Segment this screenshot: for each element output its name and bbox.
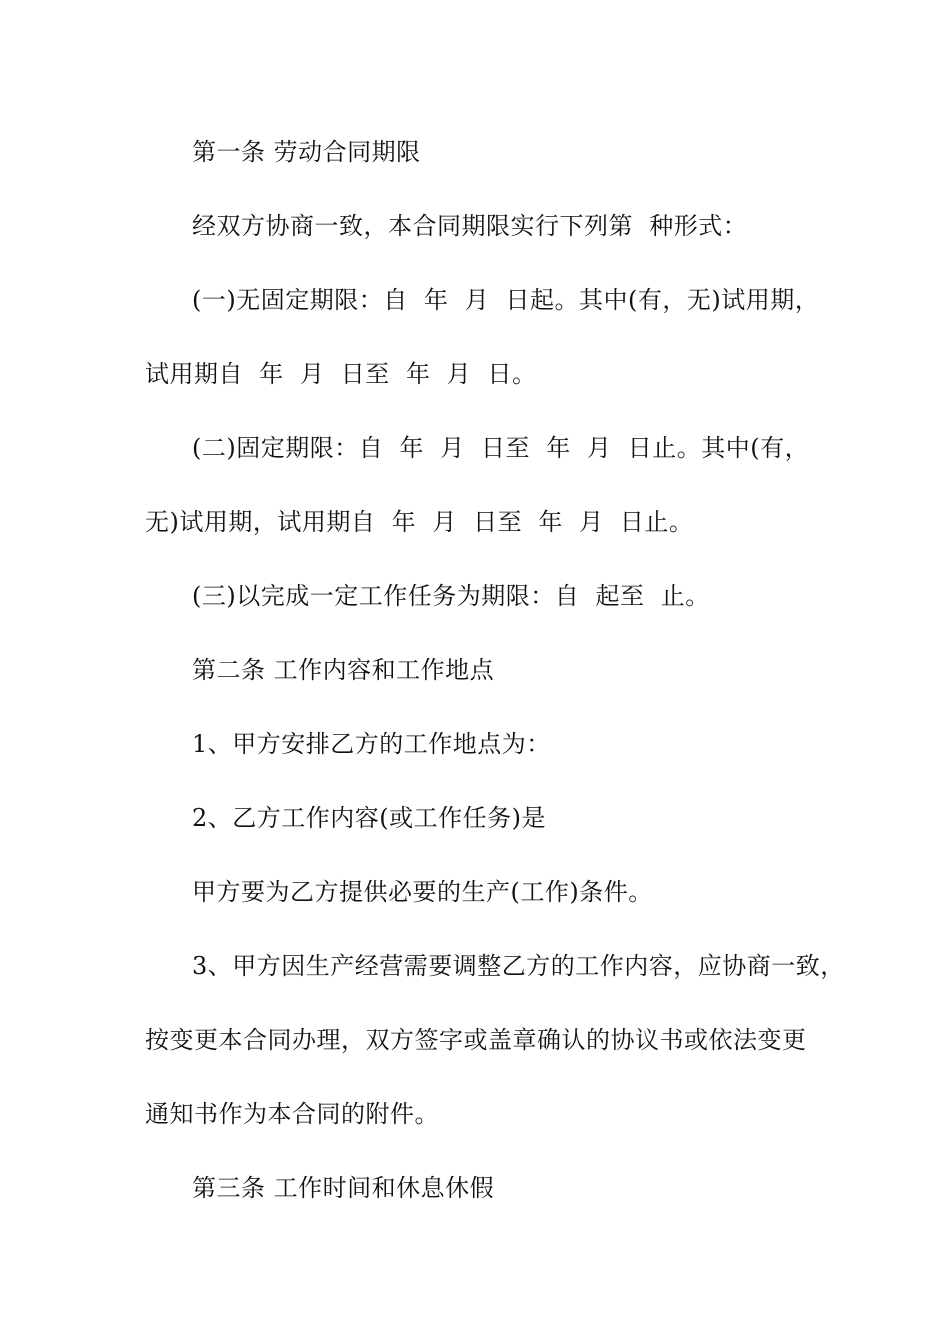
paragraph-work-content: 2、乙方工作内容(或工作任务)是: [192, 804, 546, 832]
paragraph-adjust-content-cont-2: 通知书作为本合同的附件。: [145, 1100, 439, 1128]
paragraph-adjust-content: 3、甲方因生产经营需要调整乙方的工作内容，应协商一致，: [192, 952, 845, 980]
paragraph-work-conditions: 甲方要为乙方提供必要的生产(工作)条件。: [192, 878, 653, 906]
paragraph-task-term: (三)以完成一定工作任务为期限：自 起至 止。: [192, 582, 710, 610]
article-3-heading: 第三条 工作时间和休息休假: [192, 1174, 495, 1202]
paragraph-term-forms: 经双方协商一致，本合同期限实行下列第 种形式：: [192, 212, 748, 240]
article-1-heading: 第一条 劳动合同期限: [192, 138, 421, 166]
paragraph-adjust-content-cont-1: 按变更本合同办理，双方签字或盖章确认的协议书或依法变更: [145, 1026, 807, 1054]
paragraph-indefinite-term-cont: 试用期自 年 月 日至 年 月 日。: [145, 360, 537, 388]
paragraph-indefinite-term: (一)无固定期限：自 年 月 日起。其中(有，无)试用期，: [192, 286, 820, 314]
paragraph-work-location: 1、甲方安排乙方的工作地点为：: [192, 730, 551, 758]
paragraph-fixed-term-cont: 无)试用期，试用期自 年 月 日至 年 月 日止。: [145, 508, 694, 536]
paragraph-fixed-term: (二)固定期限：自 年 月 日至 年 月 日止。其中(有，: [192, 434, 810, 462]
article-2-heading: 第二条 工作内容和工作地点: [192, 656, 495, 684]
